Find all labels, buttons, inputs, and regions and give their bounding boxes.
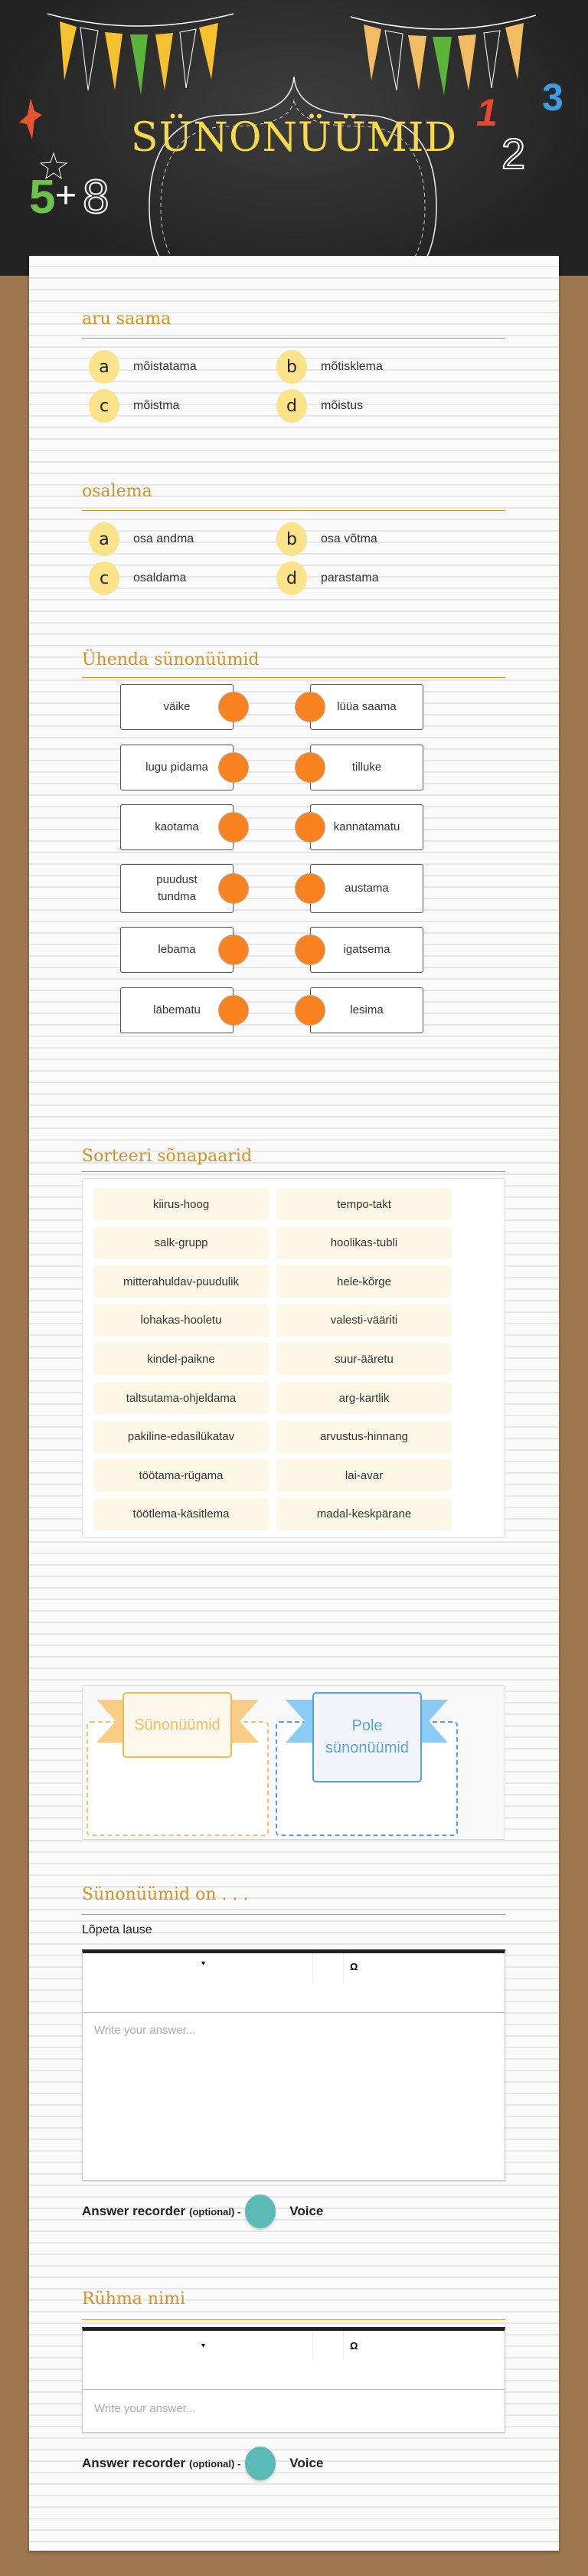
option-text: mõtisklema bbox=[321, 360, 383, 373]
editor-toolbar bbox=[83, 1953, 505, 2013]
option-text: osa võtma bbox=[321, 532, 377, 545]
match-item-right[interactable]: lesima bbox=[310, 987, 423, 1033]
sort-chip[interactable]: madal-keskpärane bbox=[276, 1498, 452, 1530]
letter-badge: c bbox=[89, 561, 119, 595]
page-title: SÜNONÜÜMID bbox=[130, 115, 458, 161]
option-d[interactable] bbox=[276, 389, 363, 423]
match-item-left[interactable]: kaotama bbox=[120, 804, 234, 850]
divider bbox=[82, 677, 505, 678]
plus-sign: + bbox=[55, 175, 77, 216]
connector-dot-icon[interactable] bbox=[218, 873, 249, 904]
voice-label: Voice bbox=[289, 2456, 324, 2470]
match-item-right[interactable]: igatsema bbox=[310, 927, 423, 973]
dropdown-caret-icon[interactable]: ▾ bbox=[201, 1959, 206, 1968]
sort-chip[interactable]: valesti-vääriti bbox=[276, 1304, 452, 1337]
sort-chip[interactable]: hele-kõrge bbox=[276, 1265, 452, 1298]
answer-editor bbox=[82, 1949, 505, 2181]
answer-recorder bbox=[82, 2195, 323, 2228]
match-item-left[interactable]: puudust tundma bbox=[120, 864, 234, 913]
sort-chip[interactable]: kindel-paikne bbox=[93, 1343, 269, 1375]
option-a[interactable] bbox=[89, 522, 194, 556]
letter-badge: a bbox=[89, 522, 119, 556]
dropdown-caret-icon[interactable]: ▾ bbox=[201, 2342, 206, 2350]
match-item-right[interactable]: austama bbox=[310, 864, 423, 913]
sort-chip[interactable]: arvustus-hinnang bbox=[276, 1421, 452, 1453]
match-item-left[interactable]: lebama bbox=[120, 927, 234, 973]
match-item-right[interactable]: kannatamatu bbox=[310, 804, 423, 850]
sort-chip[interactable]: mitterahuldav-puudulik bbox=[93, 1265, 269, 1298]
category-label-synonyms: Sünonüümid bbox=[122, 1692, 232, 1758]
option-b[interactable] bbox=[276, 522, 377, 556]
connector-dot-icon[interactable] bbox=[295, 812, 325, 843]
number-three: 3 bbox=[542, 76, 564, 119]
toolbar-separator bbox=[343, 1953, 344, 1984]
divider bbox=[82, 2319, 505, 2320]
option-text: mõistma bbox=[133, 399, 180, 412]
sort-chip[interactable]: taltsutama-ohjeldama bbox=[93, 1382, 269, 1414]
connector-dot-icon[interactable] bbox=[295, 995, 325, 1026]
recorder-label: Answer recorder bbox=[82, 2456, 186, 2470]
number-one: 1 bbox=[476, 91, 498, 134]
connector-dot-icon[interactable] bbox=[218, 934, 249, 965]
letter-badge: b bbox=[276, 522, 307, 556]
match-item-right[interactable]: lüüa saama bbox=[310, 684, 423, 730]
category-label-not-synonyms: Pole sünonüümid bbox=[312, 1692, 422, 1782]
letter-badge: d bbox=[276, 561, 307, 595]
option-c[interactable] bbox=[89, 389, 179, 423]
recorder-label: Answer recorder bbox=[82, 2204, 186, 2218]
connector-dot-icon[interactable] bbox=[218, 995, 249, 1026]
section-title-osalema: osalema bbox=[82, 482, 152, 501]
toolbar-separator bbox=[312, 1953, 313, 1984]
section-title-match: Ühenda sünonüümid bbox=[82, 650, 260, 669]
answer-recorder bbox=[82, 2447, 323, 2480]
connector-dot-icon[interactable] bbox=[295, 873, 325, 904]
sort-chip[interactable]: suur-ääretu bbox=[276, 1343, 452, 1375]
divider bbox=[82, 1171, 505, 1172]
sort-chip[interactable]: lai-avar bbox=[276, 1459, 452, 1491]
number-five: 5 bbox=[29, 171, 56, 224]
sort-chip[interactable]: töötama-rügama bbox=[93, 1459, 269, 1491]
editor-toolbar bbox=[83, 2331, 505, 2390]
option-a[interactable] bbox=[89, 350, 197, 384]
match-item-left[interactable]: läbematu bbox=[120, 987, 234, 1033]
special-character-button[interactable]: Ω bbox=[350, 1961, 358, 1972]
record-voice-button[interactable] bbox=[245, 2447, 276, 2480]
letter-badge: b bbox=[276, 350, 307, 384]
sort-chip[interactable]: töötlema-käsitlema bbox=[93, 1498, 269, 1530]
section-title-q3: Sünonüümid on . . . bbox=[82, 1885, 249, 1904]
special-character-button[interactable]: Ω bbox=[350, 2340, 358, 2352]
sort-items-container bbox=[82, 1178, 505, 1538]
divider bbox=[82, 510, 505, 511]
section-title-group-name: Rühma nimi bbox=[82, 2290, 185, 2309]
section-title-sort: Sorteeri sõnapaarid bbox=[82, 1147, 253, 1166]
chalkboard-header bbox=[0, 0, 588, 276]
number-eight: 8 bbox=[83, 171, 109, 224]
sort-chip[interactable]: lohakas-hooletu bbox=[93, 1304, 269, 1337]
match-item-left[interactable]: lugu pidama bbox=[120, 745, 234, 790]
connector-dot-icon[interactable] bbox=[218, 692, 249, 722]
sort-chip[interactable]: arg-kartlik bbox=[276, 1382, 452, 1414]
connector-dot-icon[interactable] bbox=[295, 752, 325, 783]
group-name-input[interactable]: Write your answer... bbox=[94, 2402, 196, 2415]
option-d[interactable] bbox=[276, 561, 379, 595]
option-text: parastama bbox=[321, 571, 379, 584]
sort-chip[interactable]: tempo-takt bbox=[276, 1188, 452, 1220]
sort-chip[interactable]: salk-grupp bbox=[93, 1227, 269, 1259]
category-container bbox=[82, 1685, 505, 1840]
recorder-optional: (optional) - bbox=[189, 2205, 241, 2218]
toolbar-separator bbox=[343, 2331, 344, 2360]
record-voice-button[interactable] bbox=[245, 2195, 276, 2228]
letter-badge: c bbox=[89, 389, 119, 423]
connector-dot-icon[interactable] bbox=[295, 692, 325, 722]
option-text: osaldama bbox=[133, 571, 187, 584]
section-title-aru-saama: aru saama bbox=[82, 309, 172, 329]
group-name-editor bbox=[82, 2327, 505, 2433]
divider bbox=[82, 1914, 505, 1915]
option-b[interactable] bbox=[276, 350, 383, 384]
connector-dot-icon[interactable] bbox=[295, 934, 325, 965]
divider bbox=[82, 338, 505, 339]
letter-badge: d bbox=[276, 389, 307, 423]
voice-label: Voice bbox=[289, 2204, 324, 2218]
letter-badge: a bbox=[89, 350, 119, 384]
match-item-left[interactable]: väike bbox=[120, 684, 234, 730]
question-prompt: Lõpeta lause bbox=[82, 1923, 152, 1936]
answer-input[interactable]: Write your answer... bbox=[94, 2024, 196, 2037]
sort-chip[interactable]: pakiline-edasilükatav bbox=[93, 1421, 269, 1453]
match-item-right[interactable]: tilluke bbox=[310, 745, 423, 790]
recorder-optional: (optional) - bbox=[189, 2457, 241, 2470]
connector-dot-icon[interactable] bbox=[218, 752, 249, 783]
option-text: osa andma bbox=[133, 532, 194, 545]
connector-dot-icon[interactable] bbox=[218, 812, 249, 843]
sort-chip[interactable]: kiirus-hoog bbox=[93, 1188, 269, 1220]
number-two: 2 bbox=[501, 129, 526, 178]
option-c[interactable] bbox=[89, 561, 186, 595]
option-text: mõistatama bbox=[133, 360, 197, 373]
option-text: mõistus bbox=[321, 399, 364, 412]
toolbar-separator bbox=[312, 2331, 313, 2360]
sort-chip[interactable]: hoolikas-tubli bbox=[276, 1227, 452, 1259]
